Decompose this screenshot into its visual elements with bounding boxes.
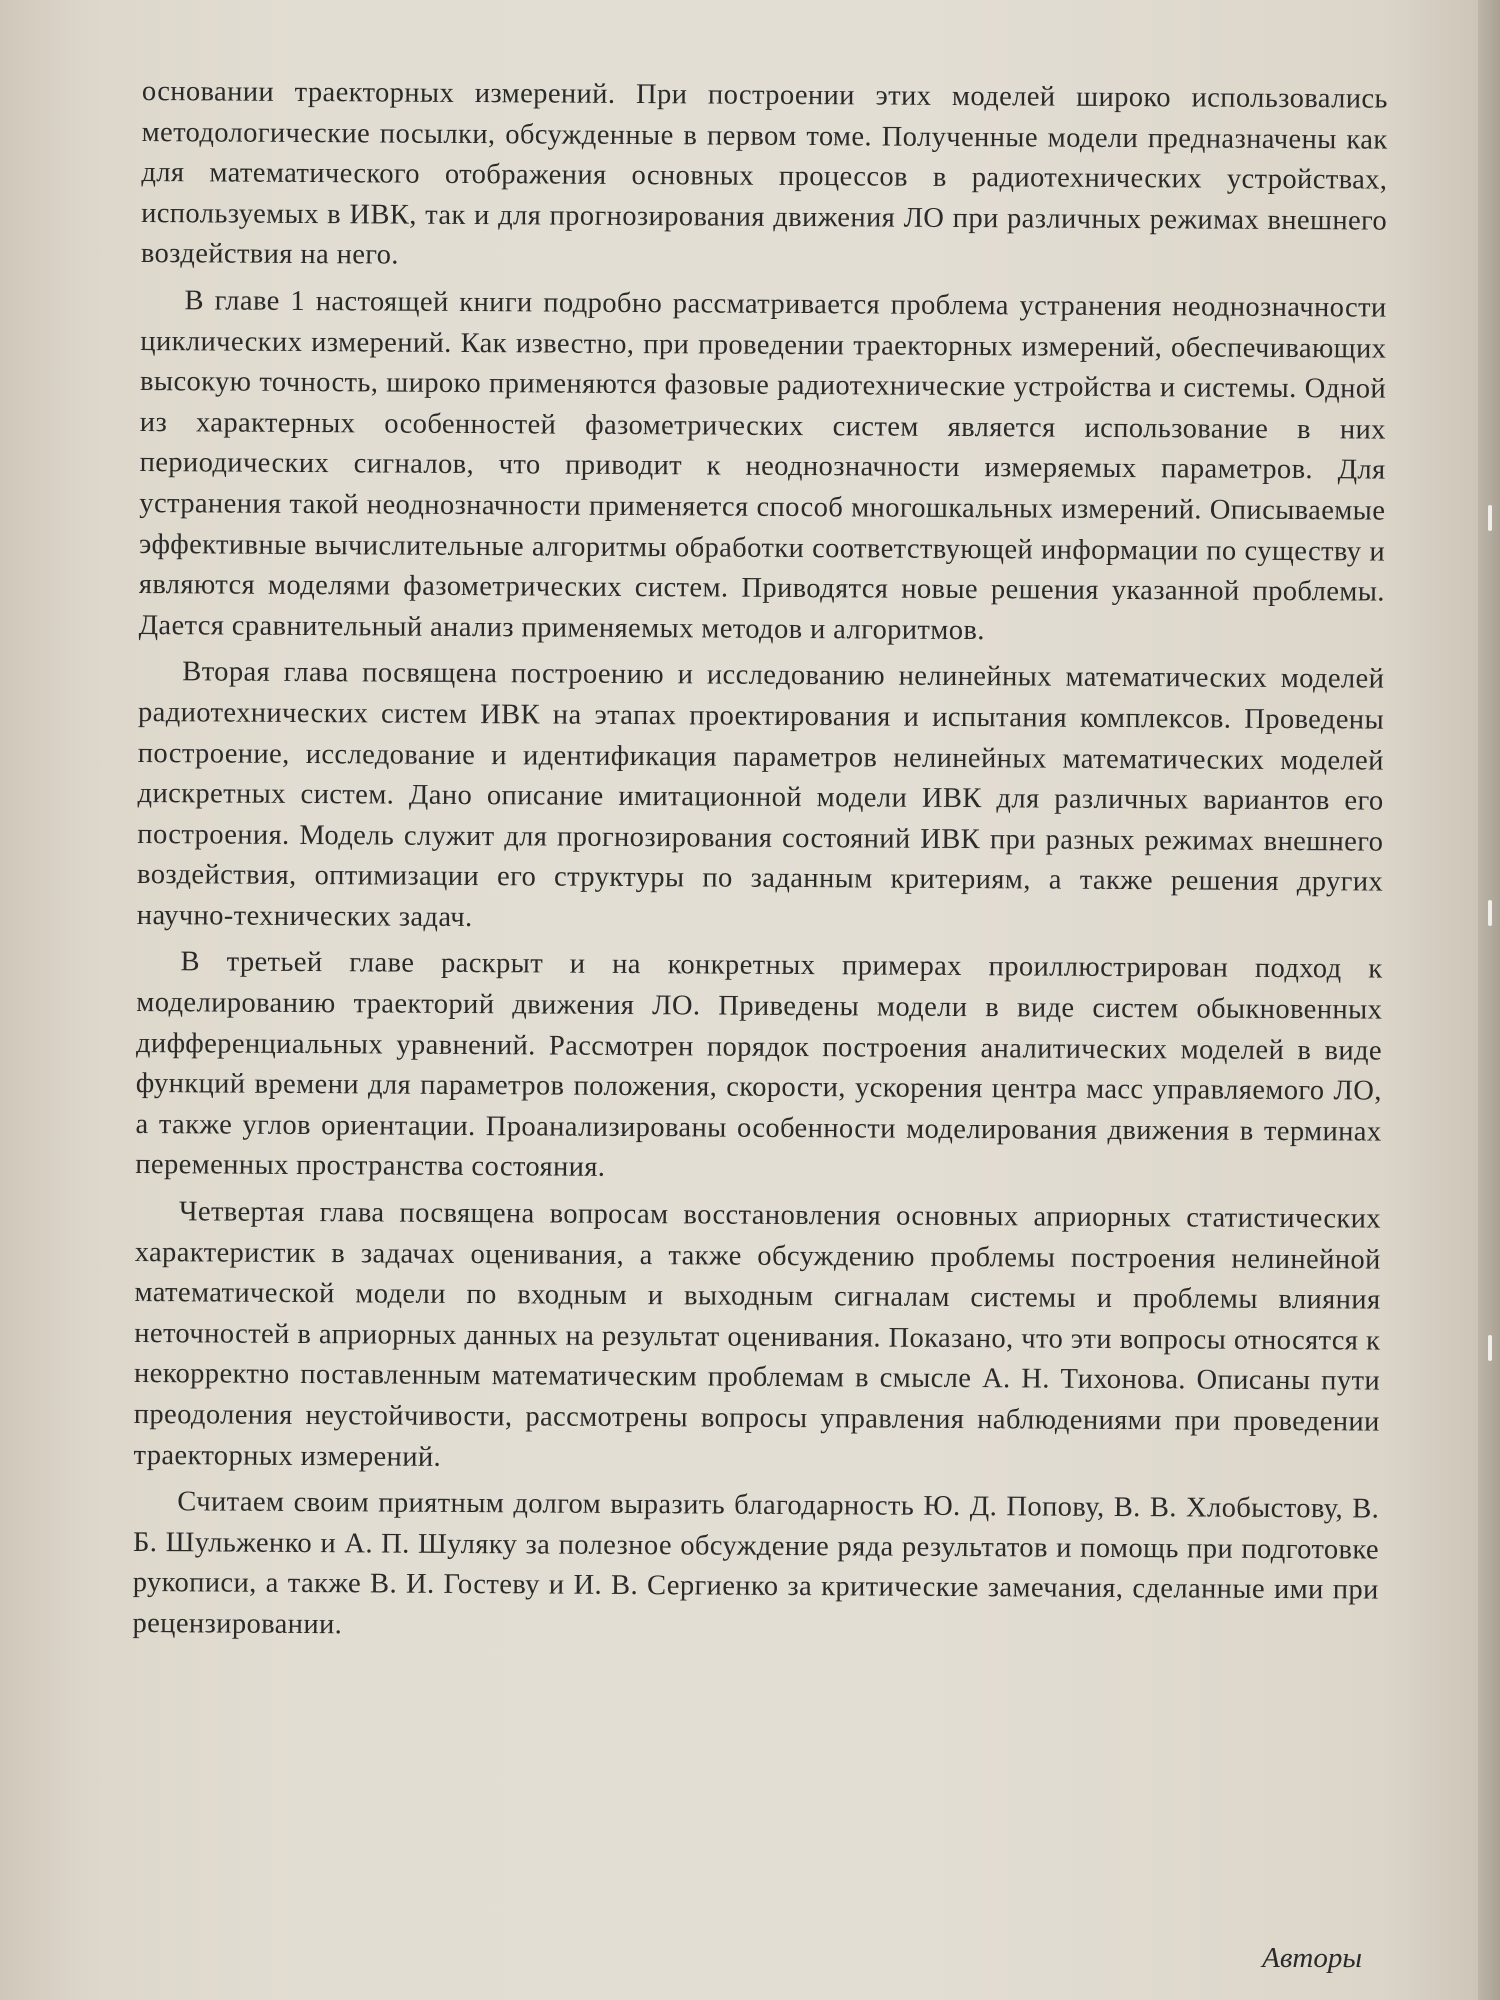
paragraph: В третьей главе раскрыт и на конкретных примерах проиллюстрирован подход к моделированию траекторий движения ЛО. Приведены модели в виде систем обыкновенных дифференциальных уравнений. Рассмотрен порядок построения аналитических моделей в виде функций времени для параметров положения, скорости, ускорения центра масс управляемого ЛО, а также углов ориентации. Проанализированы особенности моделирования движения в терминах переменных пространства состояния. [135,946,1383,1184]
paragraph: В главе 1 настоящей книги подробно рассматривается проблема устранения неоднозначности циклических измерений. Как известно, при проведении траекторных измерений, обеспечивающих высокую точность, широко применяются фазовые радиотехнические устройства и системы. Одной из характерных особенностей фазометрических систем является использование в них периодических сигналов, что приводит к неоднозначности измеряемых параметров. Для устранения такой неоднозначности применяется способ многошкальных измерений. Описываемые эффективные вычислительные алгоритмы обработки соответствующей информации по существу и являются моделями фазометрических систем. Приводятся новые решения указанной проблемы. Дается сравнительный анализ применяемых методов и алгоритмов. [138,285,1387,646]
paragraph: Считаем своим приятным долгом выразить благодарность Ю. Д. Попову, В. В. Хлобыстову, В. Б. Шульженко и А. П. Шуляку за полезное обсуждение ряда результатов и помощь при подготовке рукописи, а также В. И. Гостеву и И. В. Сергиенко за критические замечания, сделанные ими при рецензировании. [132,1486,1380,1641]
page-binding-edge [1478,0,1500,2000]
body-text [132,72,1388,1658]
paragraph: основании траекторных измерений. При построении этих моделей широко использовались методологические посылки, обсужденные в первом томе. Полученные модели предназначены как для математического отображения основных процессов в радиотехнических устройствах, используемых в ИВК, так и для прогнозирования движения ЛО при различных режимах внешнего воздействия на него. [140,75,1388,271]
binding-stitch [1488,1335,1492,1361]
signature: Авторы [1262,1942,1362,1974]
paragraph: Четвертая глава посвящена вопросам восстановления основных априорных статистических характеристик в задачах оценивания, а также обсуждению проблемы построения нелинейной математической модели по входным и выходным сигналам системы и проблемы влияния неточностей в априорных данных на результат оценивания. Показано, что эти вопросы относятся к некорректно поставленным математическим проблемам в смысле А. Н. Тихонова. Описаны пути преодоления неустойчивости, рассмотрены вопросы управления наблюдениями при проведении траекторных измерений. [133,1196,1382,1473]
paragraph: Вторая глава посвящена построению и исследованию нелинейных математических моделей радиотехнических систем ИВК на этапах проектирования и испытания комплексов. Проведены построение, исследование и идентификация параметров нелинейных математических моделей дискретных систем. Дано описание имитационной модели ИВК для различных вариантов его построения. Модель служит для прогнозирования состояний ИВК при разных режимах внешнего воздействия, оптимизации его структуры по заданным критериям, а также решения других научно-технических задач. [136,656,1385,933]
binding-stitch [1488,900,1492,926]
binding-stitch [1488,505,1492,531]
